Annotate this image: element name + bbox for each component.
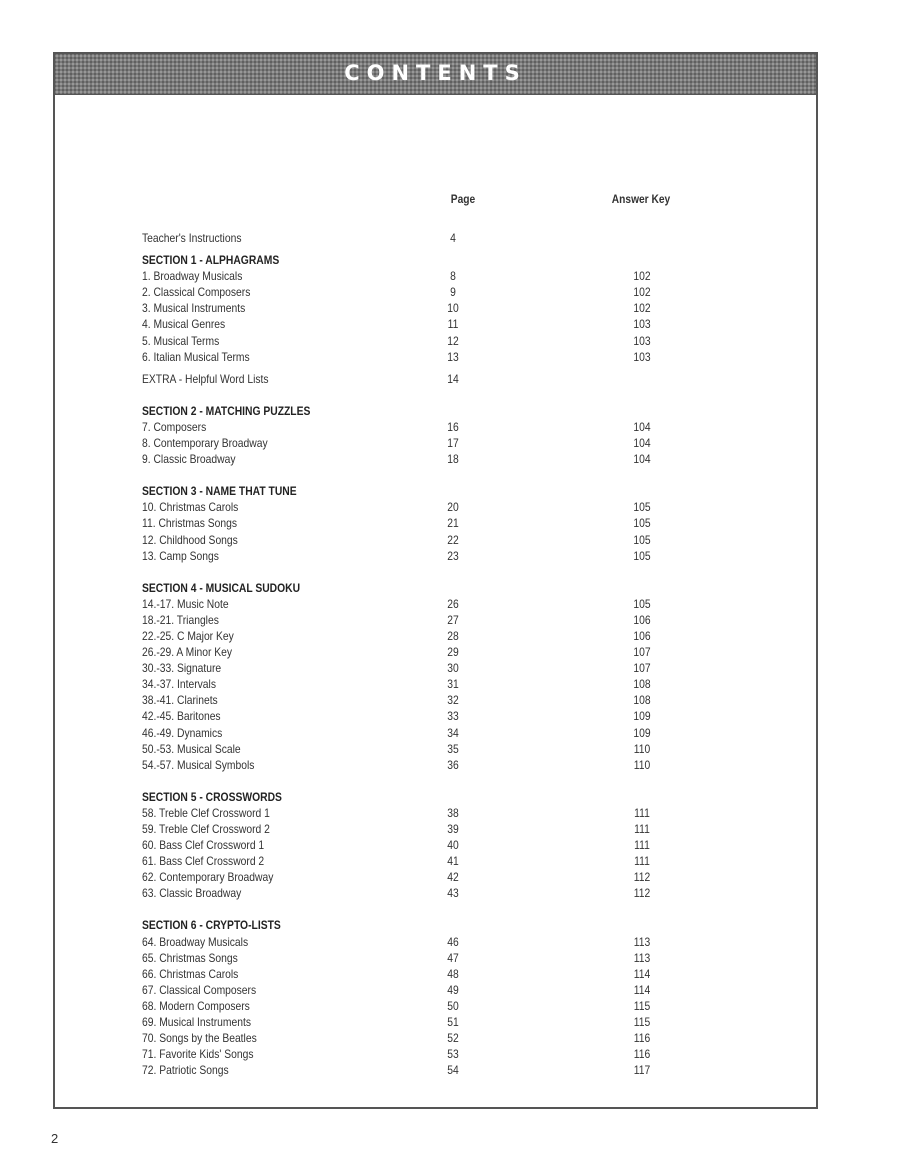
entry-title: 5. Musical Terms (142, 333, 220, 348)
toc-entry (142, 757, 762, 773)
entry-title: 13. Camp Songs (142, 548, 219, 563)
entry-answer-key-page: 111 (634, 838, 650, 853)
entry-page-number: 13 (447, 349, 459, 364)
page-number: 2 (51, 1131, 59, 1146)
entry-page-number: 16 (447, 419, 459, 434)
entry-answer-key-page: 114 (633, 966, 651, 981)
toc-entry (142, 333, 762, 349)
entry-title: 26.-29. A Minor Key (142, 645, 233, 660)
entry-title: 65. Christmas Songs (142, 950, 238, 965)
entry-page-number: 4 (450, 231, 456, 245)
entry-title: 72. Patriotic Songs (142, 1063, 229, 1078)
entry-title: 71. Favorite Kids' Songs (142, 1047, 254, 1062)
page-column-header: Page (450, 192, 476, 206)
entry-page-number: 51 (447, 1015, 459, 1030)
entry-title: 14.-17. Music Note (142, 596, 229, 611)
toc-entry (142, 284, 762, 300)
entry-title: 54.-57. Musical Symbols (142, 757, 255, 772)
entry-answer-key-page: 102 (633, 285, 651, 300)
toc-entry (142, 676, 762, 692)
entry-answer-key-page: 103 (633, 317, 651, 332)
toc-entry (142, 821, 762, 837)
entry-title: 60. Bass Clef Crossword 1 (142, 838, 265, 853)
entry-title: 38.-41. Clarinets (142, 693, 218, 708)
entry-answer-key-page: 113 (633, 950, 651, 965)
toc-entry (142, 934, 762, 950)
section-heading (142, 580, 762, 596)
toc-entry (142, 805, 762, 821)
toc-entry (142, 316, 762, 332)
toc-list (142, 230, 762, 1078)
toc-entry (142, 982, 762, 998)
entry-title: 8. Contemporary Broadway (142, 436, 268, 451)
entry-title: 12. Childhood Songs (142, 532, 238, 547)
entry-title: 46.-49. Dynamics (142, 725, 223, 740)
toc-entry (142, 708, 762, 724)
entry-answer-key-page: 105 (633, 548, 651, 563)
toc-entry (142, 515, 762, 531)
entry-page-number: 22 (447, 532, 459, 547)
entry-page-number: 18 (447, 452, 459, 467)
entry-answer-key-page: 116 (633, 1031, 651, 1046)
toc-entry (142, 612, 762, 628)
toc-entry (142, 966, 762, 982)
entry-title: 4. Musical Genres (142, 317, 226, 332)
toc-entry (142, 644, 762, 660)
entry-page-number: 12 (447, 333, 459, 348)
toc-entry (142, 532, 762, 548)
entry-title: Teacher's Instructions (142, 231, 242, 245)
entry-answer-key-page: 105 (633, 516, 651, 531)
entry-page-number: 54 (447, 1063, 459, 1078)
entry-page-number: 33 (447, 709, 459, 724)
entry-page-number: 35 (447, 741, 459, 756)
entry-page-number: 46 (447, 934, 459, 949)
entry-answer-key-page: 115 (633, 998, 651, 1013)
entry-answer-key-page: 104 (633, 436, 651, 451)
entry-answer-key-page: 113 (633, 934, 651, 949)
toc-entry (142, 300, 762, 316)
toc-entry (142, 1014, 762, 1030)
entry-title: 2. Classical Composers (142, 285, 251, 300)
entry-page-number: 50 (447, 998, 459, 1013)
toc-entry (142, 869, 762, 885)
section-title: SECTION 5 - CROSSWORDS (142, 789, 282, 804)
entry-page-number: 39 (447, 822, 459, 836)
entry-answer-key-page: 107 (633, 645, 651, 660)
entry-page-number: 52 (447, 1031, 459, 1046)
entry-title: EXTRA - Helpful Word Lists (142, 371, 269, 386)
entry-title: 18.-21. Triangles (142, 612, 219, 627)
entry-page-number: 21 (447, 516, 459, 531)
entry-title: 62. Contemporary Broadway (142, 870, 274, 885)
toc-entry (142, 998, 762, 1014)
toc-entry (142, 451, 762, 467)
entry-title: 3. Musical Instruments (142, 301, 246, 316)
entry-page-number: 40 (447, 838, 459, 853)
section-heading (142, 789, 762, 805)
entry-title: 10. Christmas Carols (142, 500, 239, 515)
entry-page-number: 49 (447, 982, 459, 997)
toc-entry (142, 628, 762, 644)
entry-title: 67. Classical Composers (142, 982, 257, 997)
toc-entry (142, 596, 762, 612)
entry-page-number: 32 (447, 693, 459, 708)
entry-answer-key-page: 107 (633, 661, 651, 676)
section-title: SECTION 3 - NAME THAT TUNE (142, 484, 297, 499)
entry-page-number: 47 (447, 950, 459, 965)
section-heading (142, 917, 762, 933)
entry-answer-key-page: 111 (634, 854, 650, 869)
entry-title: 64. Broadway Musicals (142, 934, 249, 949)
entry-page-number: 23 (447, 548, 459, 563)
entry-answer-key-page: 106 (633, 612, 651, 627)
section-heading (142, 403, 762, 419)
entry-answer-key-page: 111 (634, 822, 650, 836)
entry-title: 70. Songs by the Beatles (142, 1031, 257, 1046)
toc-entry (142, 660, 762, 676)
entry-answer-key-page: 103 (633, 333, 651, 348)
toc-entry (142, 1062, 762, 1078)
entry-title: 59. Treble Clef Crossword 2 (142, 822, 270, 836)
entry-page-number: 26 (447, 596, 459, 611)
section-title: SECTION 2 - MATCHING PUZZLES (142, 403, 311, 418)
entry-title: 6. Italian Musical Terms (142, 349, 250, 364)
entry-title: 68. Modern Composers (142, 998, 250, 1013)
entry-title: 58. Treble Clef Crossword 1 (142, 805, 270, 820)
toc-entry (142, 499, 762, 515)
answer-key-column-header: Answer Key (611, 192, 671, 206)
entry-page-number: 28 (447, 628, 459, 643)
toc-entry (142, 837, 762, 853)
entry-title: 66. Christmas Carols (142, 966, 239, 981)
entry-answer-key-page: 104 (633, 419, 651, 434)
toc-entry (142, 950, 762, 966)
contents-header-band (55, 54, 816, 95)
section-title: SECTION 6 - CRYPTO-LISTS (142, 918, 281, 933)
toc-entry (142, 435, 762, 451)
entry-page-number: 8 (450, 269, 456, 284)
entry-title: 7. Composers (142, 419, 207, 434)
toc-entry (142, 548, 762, 564)
entry-answer-key-page: 111 (634, 805, 650, 820)
toc-entry (142, 1046, 762, 1062)
entry-answer-key-page: 105 (633, 596, 651, 611)
entry-page-number: 43 (447, 886, 459, 901)
entry-page-number: 42 (447, 870, 459, 885)
entry-answer-key-page: 109 (633, 709, 651, 724)
entry-title: 61. Bass Clef Crossword 2 (142, 854, 265, 869)
entry-page-number: 29 (447, 645, 459, 660)
entry-page-number: 30 (447, 661, 459, 676)
entry-answer-key-page: 116 (633, 1047, 651, 1062)
toc-entry (142, 371, 762, 387)
contents-page-frame (53, 52, 818, 1109)
section-heading (142, 252, 762, 268)
entry-title: 63. Classic Broadway (142, 886, 242, 901)
entry-title: 22.-25. C Major Key (142, 628, 234, 643)
entry-page-number: 27 (447, 612, 459, 627)
entry-title: 50.-53. Musical Scale (142, 741, 241, 756)
section-heading (142, 483, 762, 499)
toc-entry (142, 230, 762, 246)
entry-title: 69. Musical Instruments (142, 1015, 251, 1030)
entry-answer-key-page: 110 (633, 757, 651, 772)
entry-page-number: 11 (447, 317, 459, 332)
entry-page-number: 48 (447, 966, 459, 981)
entry-answer-key-page: 105 (633, 532, 651, 547)
contents-title: CONTENTS (344, 61, 527, 85)
section-title: SECTION 1 - ALPHAGRAMS (142, 253, 280, 268)
entry-answer-key-page: 112 (633, 886, 651, 901)
entry-page-number: 9 (450, 285, 456, 300)
entry-answer-key-page: 102 (633, 269, 651, 284)
entry-title: 9. Classic Broadway (142, 452, 236, 467)
entry-answer-key-page: 115 (633, 1015, 651, 1030)
entry-page-number: 41 (447, 854, 459, 869)
toc-entry (142, 349, 762, 365)
entry-title: 42.-45. Baritones (142, 709, 221, 724)
entry-page-number: 53 (447, 1047, 459, 1062)
toc-entry (142, 1030, 762, 1046)
entry-answer-key-page: 108 (633, 677, 651, 692)
entry-page-number: 20 (447, 500, 459, 515)
toc-entry (142, 853, 762, 869)
entry-answer-key-page: 112 (633, 870, 651, 885)
entry-page-number: 10 (447, 301, 459, 316)
entry-page-number: 14 (447, 371, 459, 386)
toc-entry (142, 725, 762, 741)
entry-page-number: 17 (447, 436, 459, 451)
toc-entry (142, 885, 762, 901)
entry-answer-key-page: 114 (633, 982, 651, 997)
entry-answer-key-page: 106 (633, 628, 651, 643)
entry-title: 30.-33. Signature (142, 661, 222, 676)
toc-entry (142, 419, 762, 435)
entry-page-number: 34 (447, 725, 459, 740)
entry-answer-key-page: 110 (633, 741, 651, 756)
toc-entry (142, 268, 762, 284)
entry-page-number: 38 (447, 805, 459, 820)
entry-answer-key-page: 103 (633, 349, 651, 364)
entry-answer-key-page: 108 (633, 693, 651, 708)
entry-answer-key-page: 109 (633, 725, 651, 740)
toc-entry (142, 741, 762, 757)
toc-entry (142, 692, 762, 708)
entry-answer-key-page: 105 (633, 500, 651, 515)
entry-title: 11. Christmas Songs (142, 516, 238, 531)
entry-answer-key-page: 102 (633, 301, 651, 316)
entry-title: 1. Broadway Musicals (142, 269, 243, 284)
section-title: SECTION 4 - MUSICAL SUDOKU (142, 580, 301, 595)
entry-page-number: 31 (447, 677, 459, 692)
entry-answer-key-page: 117 (633, 1063, 651, 1078)
entry-title: 34.-37. Intervals (142, 677, 217, 692)
entry-answer-key-page: 104 (633, 452, 651, 467)
entry-page-number: 36 (447, 757, 459, 772)
